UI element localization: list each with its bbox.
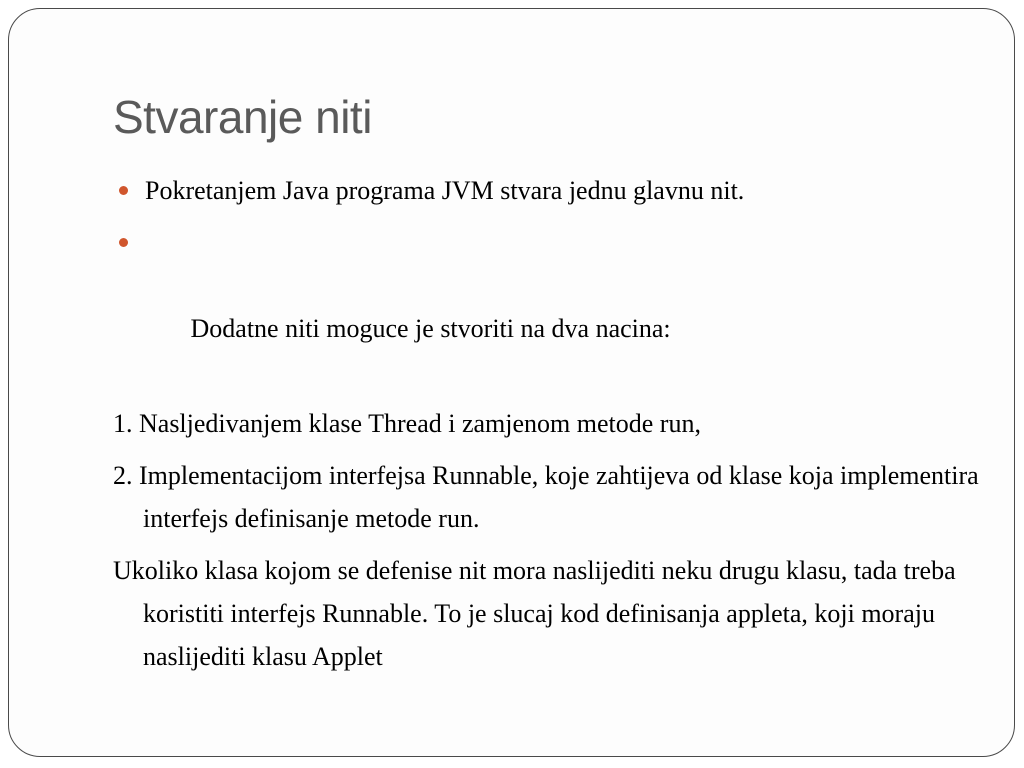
- bullet-dot-icon: [119, 186, 128, 195]
- bullet-item: [113, 221, 993, 393]
- bullet-text: Dodatne niti moguce je stvoriti na dva nacina:: [184, 314, 671, 343]
- slide-title: Stvaranje niti: [113, 91, 372, 143]
- bullet-item: [113, 169, 993, 212]
- bullet-dot-icon: [119, 238, 128, 247]
- bullet-text: Pokretanjem Java programa JVM stvara jednu glavnu nit.: [145, 176, 745, 205]
- numbered-paragraph: 2. Implementacijom interfejsa Runnable, koje zahtijeva od klase koja implementira interfejs definisanje metode run.: [113, 461, 979, 533]
- body-paragraph: Ukoliko klasa kojom se defenise nit mora naslijediti neku drugu klasu, tada treba koristiti interfejs Runnable. To je slucaj kod definisanja appleta, koji moraju naslijediti klasu Applet: [113, 556, 956, 671]
- slide: [8, 8, 1015, 757]
- slide-content: [113, 169, 993, 687]
- numbered-paragraph: 1. Nasljedivanjem klase Thread i zamjenom metode run,: [113, 409, 701, 438]
